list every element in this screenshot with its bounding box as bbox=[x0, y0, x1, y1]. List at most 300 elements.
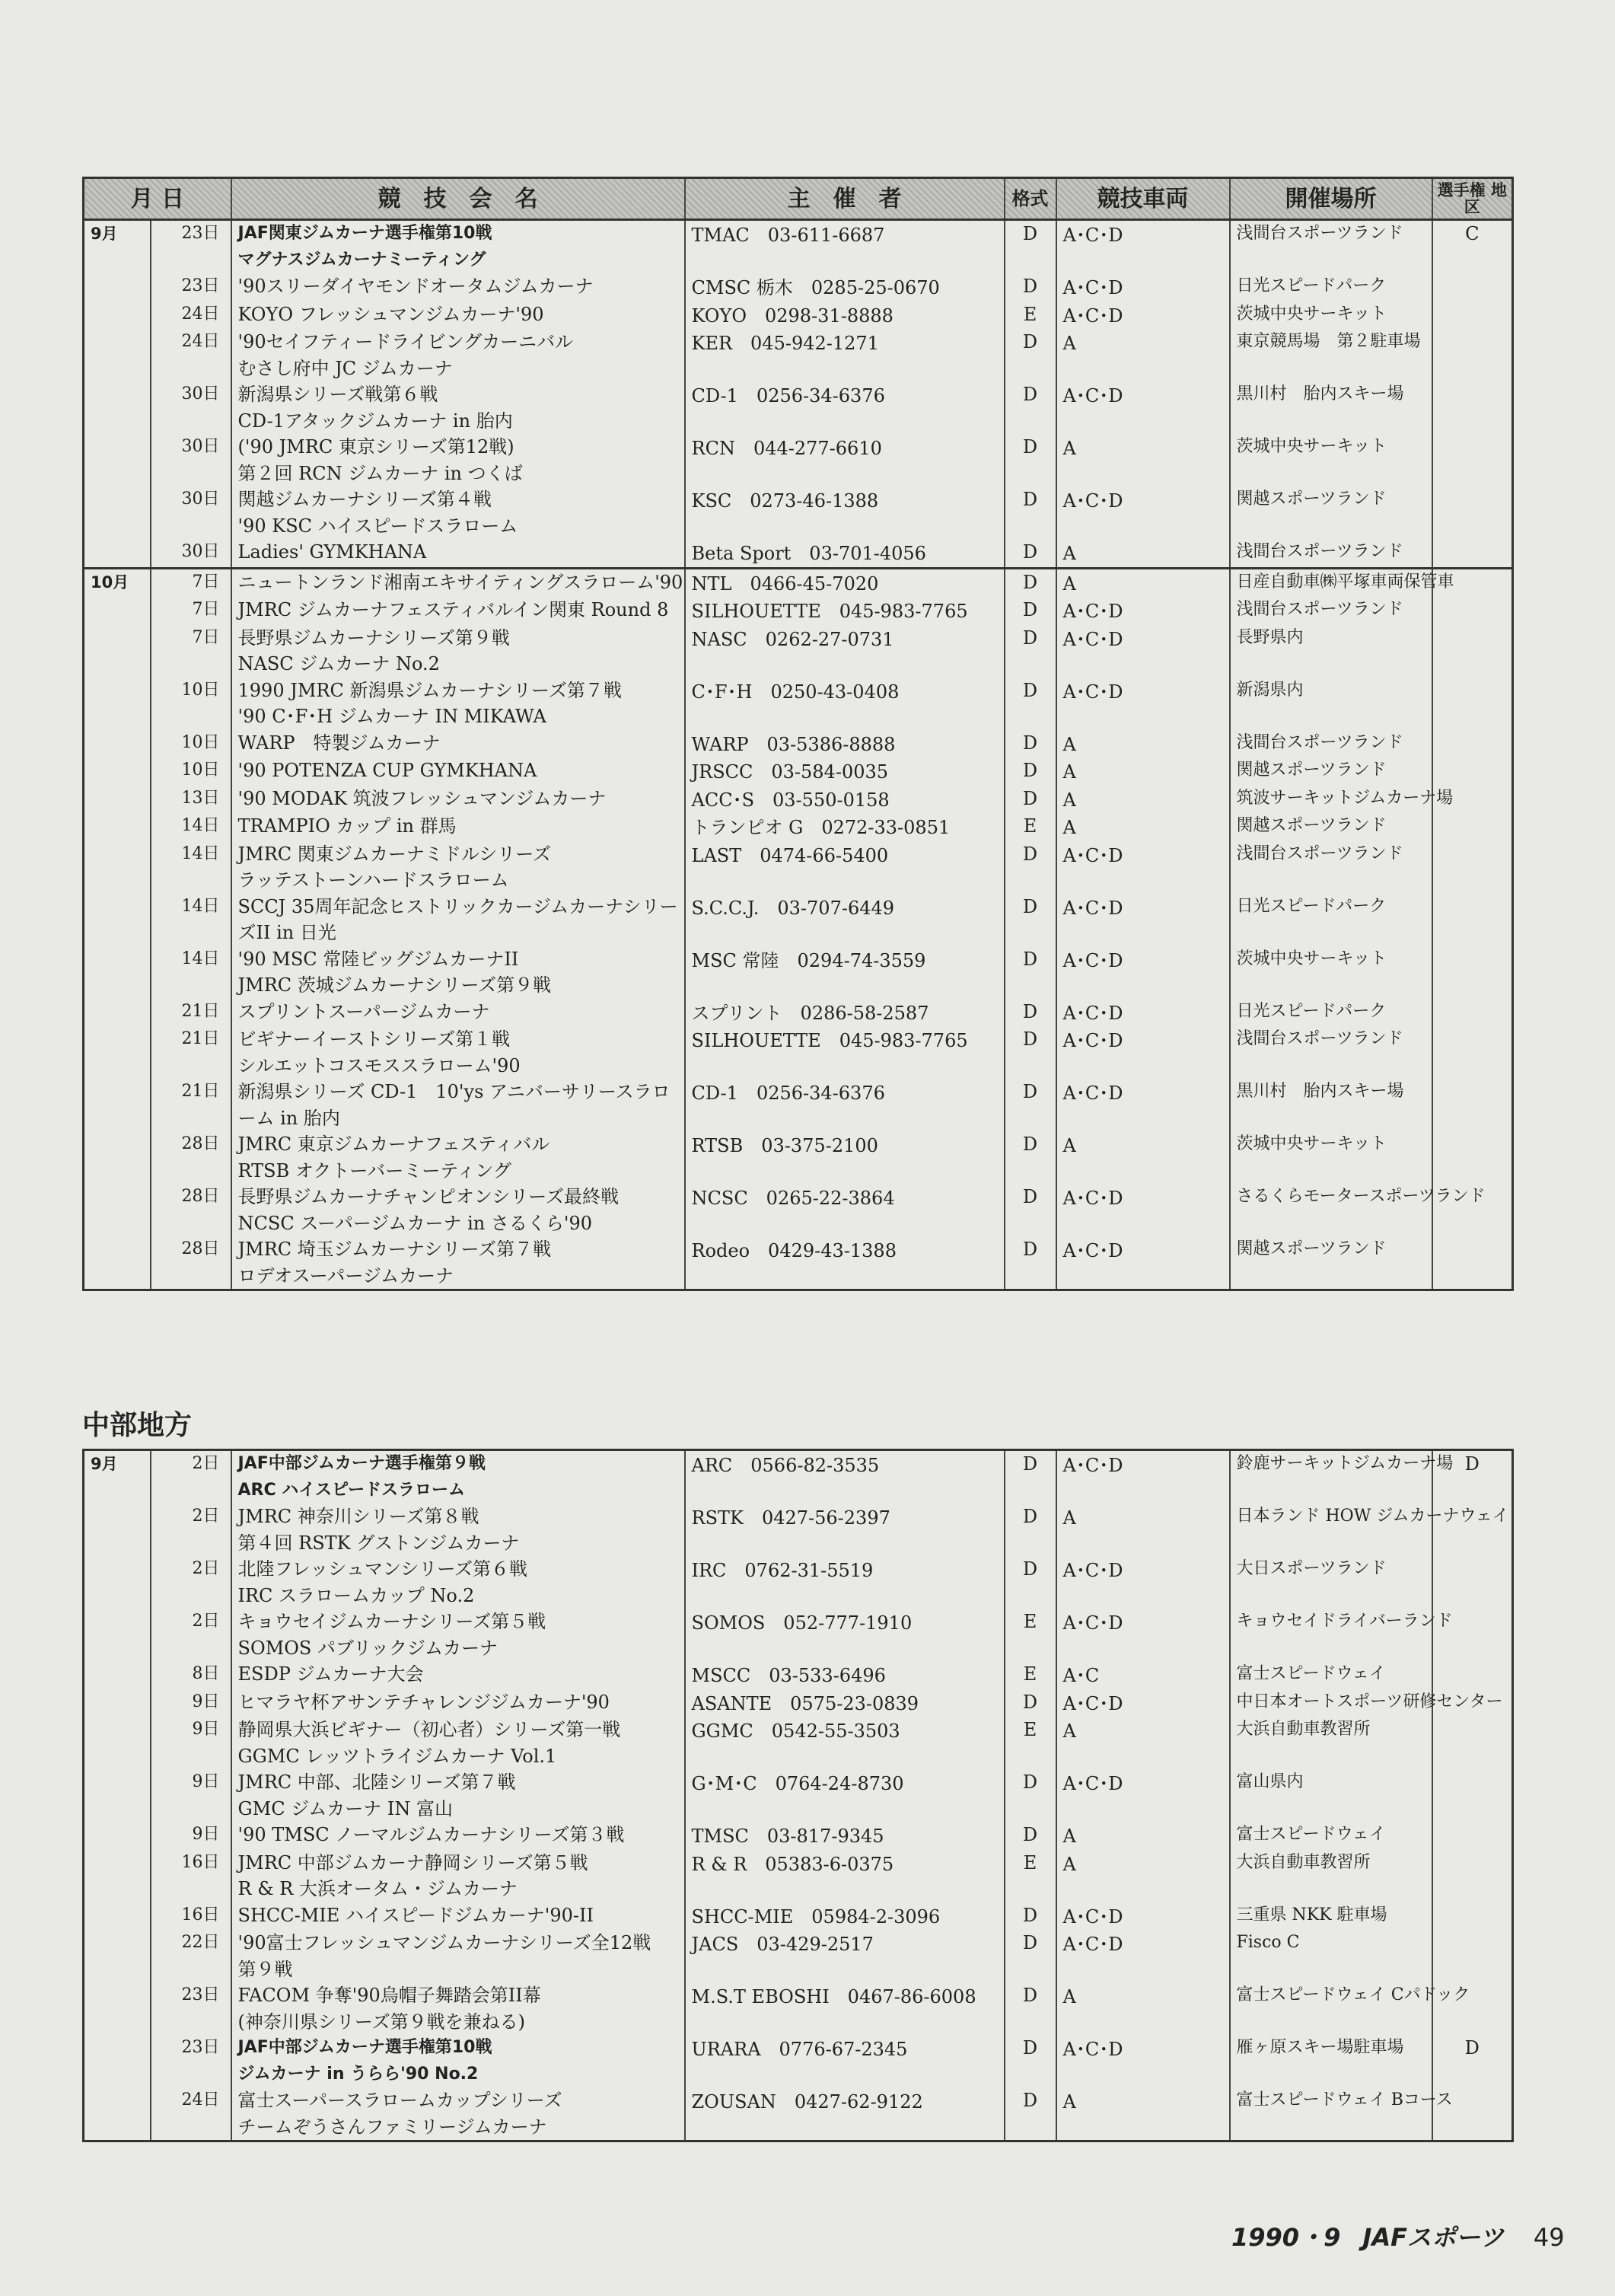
venue-line: 茨城中央サーキット bbox=[1236, 949, 1387, 968]
organizer: C･F･H 0250-43-0408 bbox=[685, 678, 1005, 730]
organizer: SILHOUETTE 045-983-7765 bbox=[685, 1026, 1005, 1079]
championship-region bbox=[1432, 1661, 1513, 1689]
organizer: IRC 0762-31-5519 bbox=[685, 1556, 1005, 1609]
month bbox=[84, 1236, 151, 1290]
table-row bbox=[84, 730, 1513, 758]
event-name-line: マグナスジムカーナミーティング bbox=[237, 250, 486, 269]
vehicles: A bbox=[1056, 1131, 1230, 1184]
format: D bbox=[1005, 1930, 1056, 1982]
venue-line: さるくらモータースポ bbox=[1236, 1187, 1403, 1206]
event-name bbox=[231, 1661, 685, 1689]
organizer: NTL 0466-45-7020 bbox=[685, 568, 1005, 597]
month bbox=[84, 597, 151, 625]
vehicles: A bbox=[1056, 813, 1230, 841]
format: D bbox=[1005, 2087, 1056, 2141]
venue-line: 雁ヶ原スキー場駐車場 bbox=[1236, 2038, 1404, 2057]
venue-line: ーツランド bbox=[1402, 1187, 1486, 1206]
venue bbox=[1230, 1026, 1432, 1079]
event-name-line: '90 MSC 常陸ビッグジムカーナII bbox=[237, 948, 519, 970]
table-row bbox=[84, 841, 1513, 894]
event-name bbox=[231, 597, 685, 625]
day: 23日 bbox=[151, 273, 231, 301]
event-name bbox=[231, 1689, 685, 1717]
event-name-line: JMRC 茨城ジムカーナシリーズ第９戦 bbox=[237, 974, 552, 996]
venue bbox=[1230, 757, 1432, 786]
vehicles: A bbox=[1056, 2087, 1230, 2141]
event-name bbox=[231, 1236, 685, 1290]
vehicles: A･C･D bbox=[1056, 1236, 1230, 1290]
venue bbox=[1230, 381, 1432, 434]
organizer: KOYO 0298-31-8888 bbox=[685, 301, 1005, 330]
venue-line: コース bbox=[1403, 2090, 1453, 2109]
day: 21日 bbox=[151, 1026, 231, 1079]
event-name bbox=[231, 841, 685, 894]
event-name bbox=[231, 1930, 685, 1982]
vehicles: A･C･D bbox=[1056, 1026, 1230, 1079]
month bbox=[84, 730, 151, 758]
vehicles: A･C･D bbox=[1056, 894, 1230, 946]
event-name bbox=[231, 999, 685, 1027]
event-name bbox=[231, 434, 685, 486]
vehicles: A･C･D bbox=[1056, 1930, 1230, 1982]
vehicles: A bbox=[1056, 730, 1230, 758]
vehicles: A･C･D bbox=[1056, 273, 1230, 301]
organizer: TMSC 03-817-9345 bbox=[685, 1822, 1005, 1850]
event-name-line: シルエットコスモススラローム'90 bbox=[237, 1054, 521, 1076]
format: D bbox=[1005, 434, 1056, 486]
event-name bbox=[231, 568, 685, 597]
venue-line: 浅間台スポーツランド bbox=[1236, 224, 1403, 243]
event-name-line: ESDP ジムカーナ大会 bbox=[237, 1663, 424, 1685]
event-name-line: CD-1アタックジムカーナ in 胎内 bbox=[237, 410, 513, 432]
event-name-line: ズII in 日光 bbox=[237, 922, 336, 943]
format: D bbox=[1005, 894, 1056, 946]
month bbox=[84, 1822, 151, 1850]
table-row bbox=[84, 1769, 1513, 1822]
format: D bbox=[1005, 841, 1056, 894]
event-name-line: SCCJ 35周年記念ヒストリックカージムカーナシリー bbox=[237, 895, 678, 917]
organizer: RCN 044-277-6610 bbox=[685, 434, 1005, 486]
event-name bbox=[231, 1450, 685, 1504]
table-body bbox=[84, 220, 1513, 1290]
header-championship-region: 選手権 地 区 bbox=[1432, 178, 1513, 220]
organizer: URARA 0776-67-2345 bbox=[685, 2035, 1005, 2087]
format: D bbox=[1005, 486, 1056, 539]
table-row bbox=[84, 813, 1513, 841]
venue bbox=[1230, 329, 1432, 381]
venue-line: 浅間台スポーツランド bbox=[1236, 600, 1403, 619]
organizer: CMSC 栃木 0285-25-0670 bbox=[685, 273, 1005, 301]
day: 16日 bbox=[151, 1902, 231, 1931]
event-name-line: NCSC スーパージムカーナ in さるくら'90 bbox=[237, 1212, 592, 1234]
championship-region bbox=[1432, 1079, 1513, 1131]
event-name-line: 新潟県シリーズ CD-1 10'ys アニバーサリースラロ bbox=[237, 1081, 671, 1102]
table-row bbox=[84, 1982, 1513, 2035]
event-name bbox=[231, 1079, 685, 1131]
event-name-line: IRC スラロームカップ No.2 bbox=[237, 1584, 475, 1606]
day: 14日 bbox=[151, 946, 231, 999]
organizer: Rodeo 0429-43-1388 bbox=[685, 1236, 1005, 1290]
event-name-line: '90 KSC ハイスピードスラローム bbox=[237, 515, 518, 537]
event-name-line: JMRC 東京ジムカーナフェスティバル bbox=[237, 1134, 550, 1155]
event-name-line: TRAMPIO カップ in 群馬 bbox=[237, 815, 457, 837]
championship-region bbox=[1432, 1822, 1513, 1850]
table-row bbox=[84, 486, 1513, 539]
table-row bbox=[84, 1131, 1513, 1184]
table-row bbox=[84, 1026, 1513, 1079]
schedule-table-kanto bbox=[82, 177, 1514, 1291]
event-name bbox=[231, 301, 685, 330]
table-row bbox=[84, 1556, 1513, 1609]
venue bbox=[1230, 486, 1432, 539]
day: 28日 bbox=[151, 1184, 231, 1236]
venue-line: 茨城中央サーキット bbox=[1236, 304, 1387, 324]
venue bbox=[1230, 813, 1432, 841]
format: D bbox=[1005, 568, 1056, 597]
month bbox=[84, 2035, 151, 2087]
venue-line: 浅間台スポーツランド bbox=[1236, 542, 1403, 561]
event-name bbox=[231, 1026, 685, 1079]
vehicles: A･C･D bbox=[1056, 301, 1230, 330]
day: 10日 bbox=[151, 757, 231, 786]
vehicles: A･C bbox=[1056, 1661, 1230, 1689]
table-row bbox=[84, 678, 1513, 730]
vehicles: A bbox=[1056, 1850, 1230, 1902]
event-name bbox=[231, 220, 685, 274]
vehicles: A bbox=[1056, 434, 1230, 486]
organizer: JRSCC 03-584-0035 bbox=[685, 757, 1005, 786]
event-name-line: スプリントスーパージムカーナ bbox=[237, 1000, 490, 1022]
format: D bbox=[1005, 1556, 1056, 1609]
vehicles: A bbox=[1056, 329, 1230, 381]
venue bbox=[1230, 434, 1432, 486]
month bbox=[84, 625, 151, 678]
venue-line: 富士スピードウェイ B bbox=[1236, 2090, 1403, 2109]
venue-line: 関越スポーツランド bbox=[1236, 1239, 1387, 1258]
month bbox=[84, 381, 151, 434]
event-name-line: '90セイフティードライビングカーニバル bbox=[237, 331, 574, 352]
event-name bbox=[231, 946, 685, 999]
table-row bbox=[84, 539, 1513, 568]
month bbox=[84, 1661, 151, 1689]
venue bbox=[1230, 1982, 1470, 2035]
event-name-line: '90スリーダイヤモンドオータムジムカーナ bbox=[237, 276, 594, 297]
vehicles: A･C･D bbox=[1056, 220, 1230, 274]
venue-line: 車場 bbox=[1387, 332, 1421, 351]
organizer: TMAC 03-611-6687 bbox=[685, 220, 1005, 274]
event-name-line: 長野県ジムカーナシリーズ第９戦 bbox=[237, 627, 510, 649]
table-row bbox=[84, 220, 1513, 274]
magazine-logo: JAFスポーツ bbox=[1362, 2223, 1504, 2252]
venue-line: 三重県 NKK 駐車場 bbox=[1236, 1905, 1387, 1924]
day: 7日 bbox=[151, 568, 231, 597]
vehicles: A･C･D bbox=[1056, 946, 1230, 999]
day: 24日 bbox=[151, 2087, 231, 2141]
format: D bbox=[1005, 1450, 1056, 1504]
venue bbox=[1230, 946, 1432, 999]
format: D bbox=[1005, 946, 1056, 999]
organizer: WARP 03-5386-8888 bbox=[685, 730, 1005, 758]
format: D bbox=[1005, 999, 1056, 1027]
table-row bbox=[84, 625, 1513, 678]
day: 24日 bbox=[151, 301, 231, 330]
championship-region bbox=[1432, 1131, 1513, 1184]
event-name-line: ヒマラヤ杯アサンテチャレンジジムカーナ'90 bbox=[237, 1691, 610, 1713]
venue bbox=[1230, 1850, 1432, 1902]
event-name-line: JAF関東ジムカーナ選手権第10戦 bbox=[237, 224, 492, 243]
header-organizer: 主 催 者 bbox=[685, 178, 1005, 220]
event-name-line: GGMC レッツトライジムカーナ Vol.1 bbox=[237, 1745, 557, 1767]
header-vehicles: 競技車両 bbox=[1056, 178, 1230, 220]
event-name bbox=[231, 1850, 685, 1902]
month bbox=[84, 329, 151, 381]
organizer: NCSC 0265-22-3864 bbox=[685, 1184, 1005, 1236]
vehicles: A bbox=[1056, 539, 1230, 568]
championship-region bbox=[1432, 434, 1513, 486]
vehicles: A･C･D bbox=[1056, 678, 1230, 730]
format: D bbox=[1005, 2035, 1056, 2087]
venue bbox=[1230, 1769, 1432, 1822]
table-row bbox=[84, 1902, 1513, 1931]
vehicles: A･C･D bbox=[1056, 1689, 1230, 1717]
month bbox=[84, 1609, 151, 1661]
venue bbox=[1230, 1689, 1503, 1717]
event-name-line: '90 C･F･H ジムカーナ IN MIKAWA bbox=[237, 706, 546, 727]
month bbox=[84, 434, 151, 486]
venue bbox=[1230, 1822, 1432, 1850]
month bbox=[84, 486, 151, 539]
day: 14日 bbox=[151, 813, 231, 841]
event-name-line: SHCC-MIE ハイスピードジムカーナ'90-II bbox=[237, 1904, 594, 1926]
vehicles: A･C･D bbox=[1056, 381, 1230, 434]
table-row bbox=[84, 2035, 1513, 2087]
table-row bbox=[84, 1822, 1513, 1850]
event-name-line: ('90 JMRC 東京シリーズ第12戦) bbox=[237, 436, 514, 458]
month bbox=[84, 786, 151, 814]
venue-line: 大浜自動車教習所 bbox=[1236, 1720, 1371, 1739]
organizer: R & R 05383-6-0375 bbox=[685, 1850, 1005, 1902]
venue bbox=[1230, 273, 1432, 301]
month bbox=[84, 1850, 151, 1902]
event-name bbox=[231, 329, 685, 381]
championship-region bbox=[1432, 1556, 1513, 1609]
month bbox=[84, 1717, 151, 1769]
format: D bbox=[1005, 1982, 1056, 2035]
header-date: 月 日 bbox=[84, 178, 231, 220]
month bbox=[84, 1769, 151, 1822]
championship-region: D bbox=[1432, 2035, 1513, 2087]
table-row bbox=[84, 597, 1513, 625]
event-name-line: JMRC 神奈川シリーズ第８戦 bbox=[237, 1506, 479, 1527]
venue-line: 大浜自動車教習所 bbox=[1236, 1852, 1371, 1872]
month: 10月 bbox=[84, 568, 151, 597]
month bbox=[84, 539, 151, 568]
format: D bbox=[1005, 1236, 1056, 1290]
table-body bbox=[84, 1450, 1513, 2141]
day: 14日 bbox=[151, 894, 231, 946]
day: 10日 bbox=[151, 678, 231, 730]
championship-region: C bbox=[1432, 220, 1513, 274]
table-row bbox=[84, 1717, 1513, 1769]
event-name-line: JMRC 中部、北陸シリーズ第７戦 bbox=[237, 1771, 516, 1793]
vehicles: A･C･D bbox=[1056, 999, 1230, 1027]
championship-region bbox=[1432, 1769, 1513, 1822]
day: 30日 bbox=[151, 539, 231, 568]
venue-line: 浅間台スポーツランド bbox=[1236, 843, 1403, 863]
championship-region bbox=[1432, 813, 1513, 841]
event-name-line: GMC ジムカーナ IN 富山 bbox=[237, 1797, 454, 1819]
event-name-line: R & R 大浜オータム・ジムカーナ bbox=[237, 1878, 518, 1899]
month bbox=[84, 273, 151, 301]
championship-region bbox=[1432, 730, 1513, 758]
month bbox=[84, 1079, 151, 1131]
venue bbox=[1230, 220, 1432, 274]
schedule-table-chubu bbox=[82, 1449, 1514, 2142]
format: D bbox=[1005, 1822, 1056, 1850]
venue-line: 富士スピードウェイ bbox=[1236, 1664, 1386, 1683]
venue-line: 研修センター bbox=[1403, 1692, 1503, 1711]
organizer: G･M･C 0764-24-8730 bbox=[685, 1769, 1005, 1822]
vehicles: A･C･D bbox=[1056, 1450, 1230, 1504]
event-name bbox=[231, 786, 685, 814]
organizer: RSTK 0427-56-2397 bbox=[685, 1504, 1005, 1556]
venue bbox=[1230, 1131, 1432, 1184]
event-name-line: JMRC 関東ジムカーナミドルシリーズ bbox=[237, 843, 552, 865]
vehicles: A･C･D bbox=[1056, 597, 1230, 625]
championship-region bbox=[1432, 1236, 1513, 1290]
venue bbox=[1230, 1930, 1432, 1982]
venue bbox=[1230, 1717, 1432, 1769]
venue-line: 両保管車 bbox=[1387, 572, 1454, 592]
table-row bbox=[84, 2087, 1513, 2141]
venue-line: 富士スピードウェイ bbox=[1236, 1825, 1386, 1844]
organizer: SILHOUETTE 045-983-7765 bbox=[685, 597, 1005, 625]
event-name bbox=[231, 1717, 685, 1769]
event-name bbox=[231, 1556, 685, 1609]
organizer: ACC･S 03-550-0158 bbox=[685, 786, 1005, 814]
organizer: JACS 03-429-2517 bbox=[685, 1930, 1005, 1982]
vehicles: A･C･D bbox=[1056, 1769, 1230, 1822]
event-name bbox=[231, 1902, 685, 1931]
page-number: 49 bbox=[1533, 2223, 1565, 2252]
vehicles: A bbox=[1056, 757, 1230, 786]
venue-line: 長野県内 bbox=[1236, 627, 1304, 647]
championship-region bbox=[1432, 757, 1513, 786]
table-row bbox=[84, 757, 1513, 786]
event-name-line: 第４回 RSTK グストンジムカーナ bbox=[237, 1532, 520, 1554]
day: 23日 bbox=[151, 2035, 231, 2087]
championship-region bbox=[1432, 597, 1513, 625]
venue bbox=[1230, 1902, 1432, 1931]
venue bbox=[1230, 730, 1432, 758]
month bbox=[84, 757, 151, 786]
venue bbox=[1230, 625, 1432, 678]
venue-line: 鈴鹿サーキットジムカ bbox=[1236, 1454, 1403, 1473]
vehicles: A bbox=[1056, 1717, 1230, 1769]
format: D bbox=[1005, 1902, 1056, 1931]
championship-region bbox=[1432, 329, 1513, 381]
day: 23日 bbox=[151, 220, 231, 274]
venue-line: 富士スピードウェイ C bbox=[1236, 1985, 1404, 2004]
format: D bbox=[1005, 1689, 1056, 1717]
championship-region bbox=[1432, 539, 1513, 568]
table-row bbox=[84, 381, 1513, 434]
day: 28日 bbox=[151, 1236, 231, 1290]
table-row bbox=[84, 946, 1513, 999]
event-name bbox=[231, 757, 685, 786]
event-name bbox=[231, 2087, 685, 2141]
day: 13日 bbox=[151, 786, 231, 814]
venue bbox=[1230, 2035, 1432, 2087]
venue bbox=[1230, 539, 1432, 568]
format: D bbox=[1005, 786, 1056, 814]
organizer: トランピオ G 0272-33-0851 bbox=[685, 813, 1005, 841]
format: D bbox=[1005, 1026, 1056, 1079]
championship-region bbox=[1432, 1717, 1513, 1769]
venue bbox=[1230, 1556, 1432, 1609]
venue-line: 黒川村 胎内スキー場 bbox=[1236, 1082, 1404, 1101]
format: E bbox=[1005, 1609, 1056, 1661]
table-header bbox=[84, 178, 1513, 220]
month bbox=[84, 1026, 151, 1079]
event-name bbox=[231, 539, 685, 568]
table-row bbox=[84, 1450, 1513, 1504]
format: D bbox=[1005, 273, 1056, 301]
event-name-line: 長野県ジムカーナチャンピオンシリーズ最終戦 bbox=[237, 1186, 620, 1207]
championship-region bbox=[1432, 1902, 1513, 1931]
venue-line: 東京競馬場 第２駐 bbox=[1236, 332, 1387, 351]
championship-region bbox=[1432, 946, 1513, 999]
event-name bbox=[231, 894, 685, 946]
day: 21日 bbox=[151, 999, 231, 1027]
organizer: RTSB 03-375-2100 bbox=[685, 1131, 1005, 1184]
vehicles: A bbox=[1056, 1982, 1230, 2035]
venue bbox=[1230, 1661, 1432, 1689]
month bbox=[84, 841, 151, 894]
organizer: Beta Sport 03-701-4056 bbox=[685, 539, 1005, 568]
month bbox=[84, 2087, 151, 2141]
organizer: GGMC 0542-55-3503 bbox=[685, 1717, 1005, 1769]
format: D bbox=[1005, 381, 1056, 434]
day: 9日 bbox=[151, 1717, 231, 1769]
vehicles: A bbox=[1056, 1822, 1230, 1850]
championship-region bbox=[1432, 841, 1513, 894]
event-name-line: ロデオスーパージムカーナ bbox=[237, 1264, 454, 1287]
venue-line: 富山県内 bbox=[1236, 1772, 1304, 1791]
event-name-line: ジムカーナ in うらら'90 No.2 bbox=[237, 2064, 479, 2084]
event-name-line: キョウセイジムカーナシリーズ第５戦 bbox=[237, 1611, 546, 1632]
format: D bbox=[1005, 625, 1056, 678]
event-name bbox=[231, 813, 685, 841]
event-name bbox=[231, 381, 685, 434]
month bbox=[84, 678, 151, 730]
event-name bbox=[231, 730, 685, 758]
format: D bbox=[1005, 329, 1056, 381]
table-row bbox=[84, 434, 1513, 486]
day: 9日 bbox=[151, 1689, 231, 1717]
vehicles: A･C･D bbox=[1056, 841, 1230, 894]
table-row bbox=[84, 568, 1513, 597]
vehicles: A bbox=[1056, 568, 1230, 597]
header-venue: 開催場所 bbox=[1230, 178, 1432, 220]
event-name bbox=[231, 1184, 685, 1236]
vehicles: A bbox=[1056, 786, 1230, 814]
table-row bbox=[84, 273, 1513, 301]
organizer: MSC 常陸 0294-74-3559 bbox=[685, 946, 1005, 999]
format: D bbox=[1005, 1131, 1056, 1184]
event-name bbox=[231, 1609, 685, 1661]
venue bbox=[1230, 2087, 1453, 2141]
